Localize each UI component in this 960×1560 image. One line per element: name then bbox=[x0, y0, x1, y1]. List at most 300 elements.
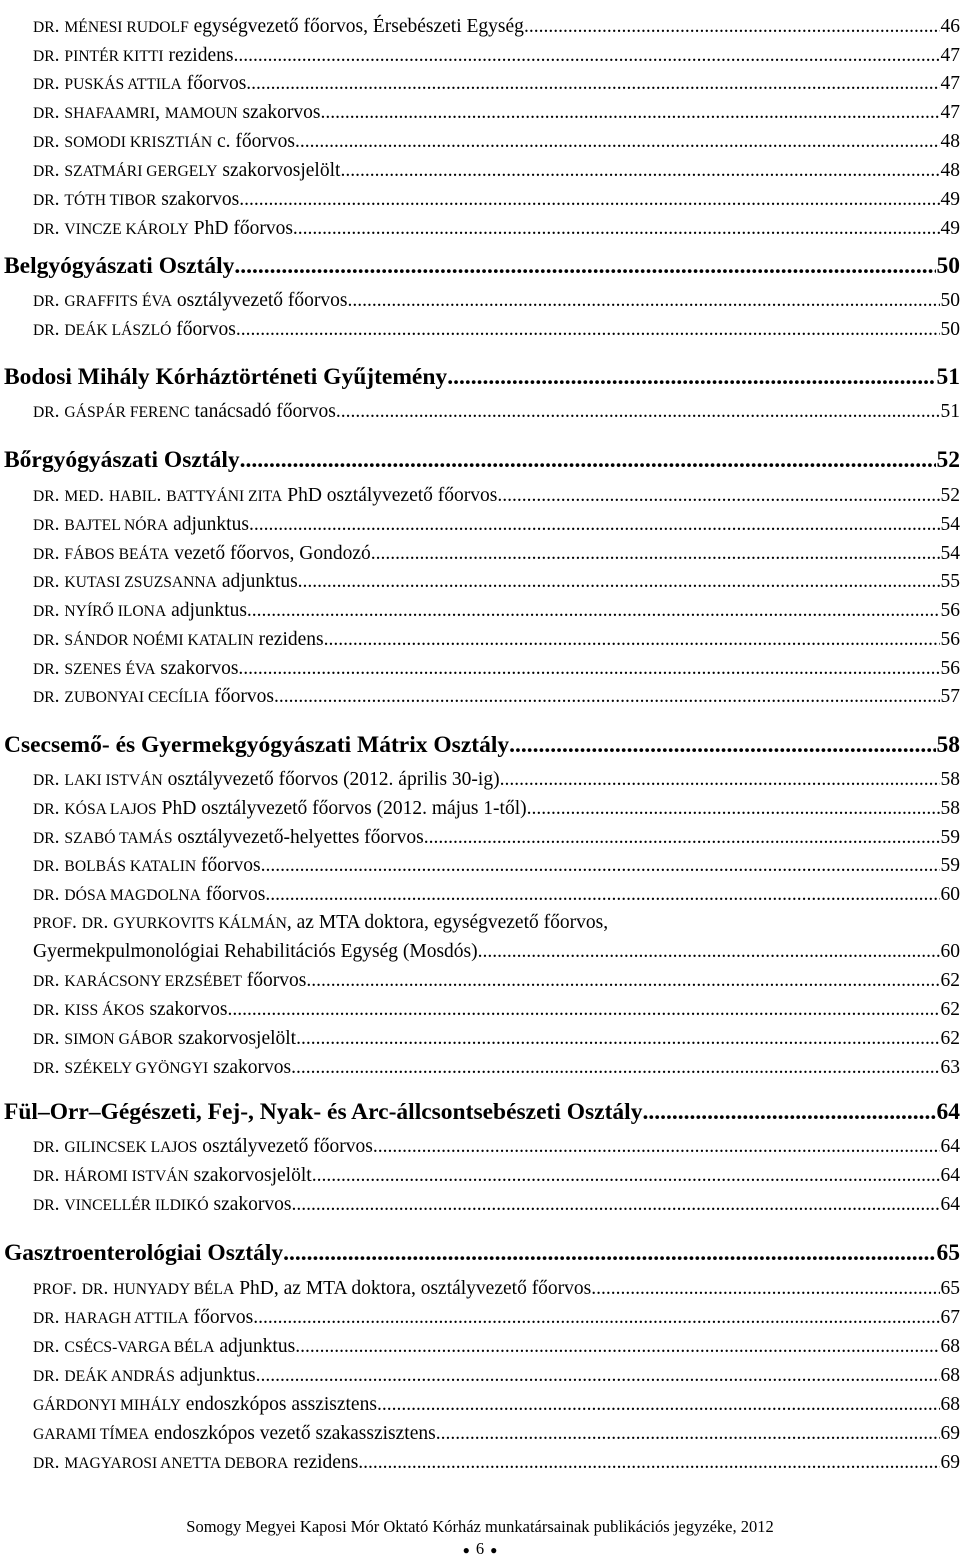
toc-text-run: MAMOUN bbox=[164, 105, 238, 122]
dot-leader bbox=[292, 1194, 940, 1216]
toc-text-run: szakorvos bbox=[237, 102, 321, 123]
dot-leader bbox=[340, 160, 939, 182]
toc-page-number: 58 bbox=[940, 769, 960, 790]
toc-entry[interactable] bbox=[33, 571, 960, 593]
dot-leader bbox=[524, 16, 940, 38]
toc-text-run: Bőrgyógyászati Osztály bbox=[4, 447, 240, 473]
toc-text-run: DR bbox=[33, 887, 55, 904]
toc-text-run: adjunktus bbox=[216, 571, 298, 592]
toc-page-number: 52 bbox=[940, 485, 960, 506]
dot-leader bbox=[256, 1365, 940, 1387]
toc-text-run: DR bbox=[33, 404, 55, 421]
toc-page-number: 60 bbox=[940, 884, 960, 905]
dot-leader bbox=[238, 658, 939, 680]
toc-page-number: 52 bbox=[936, 447, 960, 473]
toc-entry-label bbox=[33, 1278, 591, 1300]
toc-entry[interactable] bbox=[33, 769, 960, 791]
toc-text-run: . bbox=[103, 912, 114, 933]
toc-text-run: rezidens bbox=[253, 629, 324, 650]
toc-text-run: SÁNDOR NOÉMI KATALIN bbox=[64, 632, 254, 649]
toc-page-number: 47 bbox=[940, 73, 960, 94]
toc-page-number: 54 bbox=[940, 514, 960, 535]
toc-entry-label bbox=[33, 1057, 291, 1079]
toc-text-run: . bbox=[54, 401, 65, 422]
toc-text-run: főorvos bbox=[181, 73, 247, 94]
toc-text-run: DR bbox=[33, 163, 55, 180]
toc-entry-label bbox=[33, 102, 321, 124]
toc-page-number: 46 bbox=[940, 16, 960, 37]
dot-leader bbox=[500, 769, 940, 791]
toc-text-run: HUNYADY BÉLA bbox=[113, 1281, 235, 1298]
toc-page-number: 62 bbox=[940, 1028, 960, 1049]
toc-text-run: SZENES ÉVA bbox=[64, 661, 156, 678]
toc-text-run: VINCZE KÁROLY bbox=[64, 221, 189, 238]
toc-text-run: Bodosi Mihály Kórháztörténeti Gyűjtemény bbox=[4, 364, 448, 390]
toc-text-run: DR bbox=[33, 488, 55, 505]
toc-page-number: 58 bbox=[940, 798, 960, 819]
toc-section-heading[interactable] bbox=[4, 1099, 960, 1126]
toc-text-run: DR bbox=[33, 1455, 55, 1472]
toc-entry[interactable] bbox=[33, 884, 960, 906]
toc-page-number: 64 bbox=[940, 1194, 960, 1215]
toc-page-number: 64 bbox=[936, 1099, 960, 1125]
dot-leader bbox=[261, 855, 940, 877]
toc-text-run: . bbox=[54, 999, 65, 1020]
toc-page-number: 64 bbox=[940, 1136, 960, 1157]
toc-text-run: DR bbox=[33, 632, 55, 649]
dot-leader bbox=[424, 827, 940, 849]
toc-page-number: 65 bbox=[936, 1240, 960, 1266]
toc-text-run: DÓSA MAGDOLNA bbox=[64, 887, 201, 904]
toc-entry-label bbox=[33, 658, 238, 680]
toc-entry-label bbox=[33, 912, 608, 934]
toc-entry[interactable] bbox=[33, 1278, 960, 1300]
toc-text-run: KISS ÁKOS bbox=[64, 1002, 145, 1019]
toc-text-run: DR bbox=[33, 192, 55, 209]
toc-text-run: . bbox=[54, 514, 65, 535]
dot-leader bbox=[591, 1278, 939, 1300]
dot-leader bbox=[447, 364, 935, 391]
dot-leader bbox=[373, 1136, 940, 1158]
toc-page-number: 59 bbox=[940, 827, 960, 848]
toc-page-number: 62 bbox=[940, 999, 960, 1020]
dot-leader bbox=[234, 253, 935, 280]
bullet-right-icon: ● bbox=[490, 1542, 498, 1557]
toc-text-run: . bbox=[54, 218, 65, 239]
toc-page-number: 50 bbox=[940, 319, 960, 340]
toc-page-number: 49 bbox=[940, 189, 960, 210]
toc-text-run: szakorvosjelölt bbox=[217, 160, 341, 181]
dot-leader bbox=[239, 189, 939, 211]
toc-entry[interactable] bbox=[33, 1452, 960, 1474]
toc-text-run: DR bbox=[33, 603, 55, 620]
dot-leader bbox=[291, 1057, 939, 1079]
toc-text-run: főorvos bbox=[241, 970, 307, 991]
toc-text-run: . bbox=[54, 1194, 65, 1215]
toc-entry[interactable] bbox=[33, 1307, 960, 1329]
toc-text-run: . bbox=[156, 485, 167, 506]
toc-text-run: DR bbox=[81, 915, 104, 932]
toc-text-run: DR bbox=[33, 105, 55, 122]
toc-text-run: főorvos bbox=[200, 884, 266, 905]
toc-entry-label bbox=[4, 364, 447, 391]
toc-entry-label bbox=[33, 1394, 377, 1416]
toc-text-run: . bbox=[54, 827, 65, 848]
toc-entry-label bbox=[33, 485, 497, 507]
toc-text-run: PhD, az MTA doktora, osztályvezető főorvos bbox=[234, 1278, 592, 1299]
toc-text-run: szakorvos bbox=[208, 1194, 292, 1215]
toc-text-run: osztályvezető-helyettes főorvos bbox=[172, 827, 424, 848]
toc-text-run: PROF bbox=[33, 915, 73, 932]
toc-text-run: adjunktus bbox=[166, 600, 247, 621]
dot-leader bbox=[295, 131, 940, 153]
dot-leader bbox=[296, 1028, 939, 1050]
toc-text-run: tanácsadó főorvos bbox=[189, 401, 336, 422]
toc-text-run: DR bbox=[33, 772, 55, 789]
toc-page-number: 62 bbox=[940, 970, 960, 991]
dot-leader bbox=[233, 45, 939, 67]
toc-text-run: Gyermekpulmonológiai Rehabilitációs Egység (Mosdós) bbox=[33, 941, 478, 962]
toc-page-number: 56 bbox=[940, 629, 960, 650]
toc-text-run: SOMODI KRISZTIÁN bbox=[64, 134, 213, 151]
dot-leader bbox=[509, 732, 935, 759]
toc-text-run: endoszkópos vezető szakasszisztens bbox=[149, 1423, 436, 1444]
toc-entry[interactable] bbox=[33, 1136, 960, 1158]
toc-text-run: . bbox=[54, 73, 65, 94]
toc-entry-label bbox=[4, 1240, 283, 1267]
toc-text-run: DR bbox=[33, 1139, 55, 1156]
toc-entry-label bbox=[33, 571, 298, 593]
toc-entry-label bbox=[33, 514, 249, 536]
toc-text-run: GARAMI TÍMEA bbox=[33, 1426, 150, 1443]
toc-entry[interactable] bbox=[33, 218, 960, 240]
toc-section-heading[interactable] bbox=[4, 447, 960, 474]
dot-leader bbox=[436, 1423, 940, 1445]
toc-entry[interactable] bbox=[33, 160, 960, 182]
dot-leader bbox=[527, 798, 940, 820]
toc-text-run: szakorvos bbox=[144, 999, 228, 1020]
toc-text-run: , az MTA doktora, egységvezető főorvos, bbox=[286, 912, 609, 933]
toc-entry-label bbox=[33, 1136, 373, 1158]
toc-entry[interactable] bbox=[33, 855, 960, 877]
toc-entry[interactable] bbox=[33, 686, 960, 708]
toc-text-run: , bbox=[155, 102, 165, 123]
toc-text-run: SZÉKELY GYÖNGYI bbox=[64, 1060, 209, 1077]
toc-entry[interactable] bbox=[33, 629, 960, 651]
toc-entry-label bbox=[33, 999, 227, 1021]
dot-leader bbox=[478, 941, 940, 963]
toc-text-run: FÁBOS BEÁTA bbox=[64, 546, 170, 563]
toc-entry[interactable] bbox=[33, 319, 960, 341]
toc-entry-label bbox=[33, 798, 527, 820]
toc-text-run: osztályvezető főorvos bbox=[197, 1136, 373, 1157]
toc-text-run: Gasztroenterológiai Osztály bbox=[4, 1240, 284, 1266]
toc-text-run: . bbox=[54, 1165, 65, 1186]
toc-text-run: főorvos bbox=[196, 855, 261, 876]
toc-entry-label bbox=[33, 45, 233, 67]
toc-page-number: 47 bbox=[940, 102, 960, 123]
toc-text-run: PUSKÁS ATTILA bbox=[64, 76, 182, 93]
toc-entry[interactable] bbox=[33, 970, 960, 992]
dot-leader bbox=[298, 571, 940, 593]
toc-text-run: GÁRDONYI MIHÁLY bbox=[33, 1397, 181, 1414]
dot-leader bbox=[321, 102, 940, 124]
toc-entry[interactable] bbox=[33, 1365, 960, 1387]
toc-text-run: Belgyógyászati Osztály bbox=[4, 253, 235, 279]
dot-leader bbox=[249, 514, 940, 536]
toc-text-run: DR bbox=[33, 1031, 55, 1048]
toc-entry-label bbox=[33, 290, 347, 312]
toc-text-run: DEÁK LÁSZLÓ bbox=[64, 322, 172, 339]
toc-text-run: HÁROMI ISTVÁN bbox=[64, 1168, 189, 1185]
toc-entry-label bbox=[33, 1336, 295, 1358]
toc-text-run: főorvos bbox=[188, 1307, 254, 1328]
toc-entry[interactable] bbox=[33, 514, 960, 536]
toc-text-run: c. főorvos bbox=[212, 131, 295, 152]
dot-leader bbox=[358, 1452, 939, 1474]
toc-entry[interactable] bbox=[33, 912, 960, 934]
toc-entry-label bbox=[4, 1099, 642, 1126]
toc-text-run: DR bbox=[33, 801, 55, 818]
toc-text-run: . bbox=[54, 970, 65, 991]
toc-text-run: . bbox=[54, 1028, 65, 1049]
toc-text-run: osztályvezető főorvos bbox=[172, 290, 348, 311]
dot-leader bbox=[253, 1307, 939, 1329]
toc-text-run: GÁSPÁR FERENC bbox=[64, 404, 190, 421]
toc-entry[interactable] bbox=[33, 485, 960, 507]
toc-text-run: rezidens bbox=[163, 45, 234, 66]
toc-page-number: 59 bbox=[940, 855, 960, 876]
dot-leader bbox=[377, 1394, 940, 1416]
page-number: 6 bbox=[475, 1539, 485, 1558]
toc-text-run: . bbox=[54, 571, 65, 592]
toc-text-run: . bbox=[72, 1278, 82, 1299]
dot-leader bbox=[497, 485, 939, 507]
toc-entry[interactable] bbox=[33, 1423, 960, 1445]
toc-entry-label bbox=[33, 1194, 292, 1216]
toc-text-run: HABIL bbox=[108, 488, 157, 505]
toc-section-heading[interactable] bbox=[4, 364, 960, 391]
toc-entry-label bbox=[33, 1307, 253, 1329]
toc-entry[interactable] bbox=[33, 798, 960, 820]
toc-entry-label bbox=[33, 884, 265, 906]
dot-leader bbox=[283, 1240, 935, 1267]
toc-text-run: HARAGH ATTILA bbox=[64, 1310, 189, 1327]
toc-page-number: 48 bbox=[940, 131, 960, 152]
dot-leader bbox=[274, 686, 940, 708]
toc-text-run: . bbox=[54, 1365, 65, 1386]
dot-leader bbox=[247, 600, 940, 622]
toc-entry[interactable] bbox=[33, 827, 960, 849]
toc-text-run: DR bbox=[33, 19, 55, 36]
toc-text-run: egységvezető főorvos, Érsebészeti Egység bbox=[188, 16, 524, 37]
toc-text-run: DR bbox=[33, 1310, 55, 1327]
toc-text-run: DR bbox=[33, 661, 55, 678]
toc-entry[interactable] bbox=[33, 1394, 960, 1416]
toc-page-number: 65 bbox=[940, 1278, 960, 1299]
toc-entry[interactable] bbox=[33, 45, 960, 67]
toc-text-run: DR bbox=[33, 221, 55, 238]
toc-text-run: adjunktus bbox=[174, 1365, 256, 1386]
toc-text-run: osztályvezető főorvos (2012. április 30-ig) bbox=[162, 769, 500, 790]
toc-page-number: 51 bbox=[940, 401, 960, 422]
toc-text-run: . bbox=[54, 485, 65, 506]
dot-leader bbox=[336, 401, 940, 423]
toc-text-run: . bbox=[54, 1336, 65, 1357]
dot-leader bbox=[642, 1099, 935, 1126]
toc-text-run: . bbox=[54, 16, 65, 37]
toc-text-run: DR bbox=[81, 1281, 104, 1298]
toc-text-run: DR bbox=[33, 546, 55, 563]
toc-text-run: adjunktus bbox=[168, 514, 249, 535]
toc-entry[interactable] bbox=[33, 600, 960, 622]
toc-entry[interactable] bbox=[33, 73, 960, 95]
toc-page-number: 49 bbox=[940, 218, 960, 239]
toc-text-run: SHAFAAMRI bbox=[64, 105, 156, 122]
toc-entry-label bbox=[33, 319, 236, 341]
toc-text-run: DR bbox=[33, 517, 55, 534]
toc-entry-label bbox=[33, 189, 239, 211]
toc-text-run: PROF bbox=[33, 1281, 73, 1298]
toc-entry[interactable] bbox=[33, 1194, 960, 1216]
toc-page-number: 69 bbox=[940, 1423, 960, 1444]
toc-text-run: . bbox=[54, 884, 65, 905]
toc-entry-label bbox=[33, 160, 340, 182]
toc-text-run: DR bbox=[33, 1060, 55, 1077]
toc-text-run: . bbox=[54, 686, 65, 707]
dot-leader bbox=[236, 319, 940, 341]
toc-entry-label bbox=[33, 73, 246, 95]
toc-entry[interactable] bbox=[33, 102, 960, 124]
toc-text-run: szakorvos bbox=[208, 1057, 292, 1078]
toc-entry-label bbox=[33, 16, 524, 38]
toc-text-run: MÉNESI RUDOLF bbox=[64, 19, 189, 36]
dot-leader bbox=[227, 999, 939, 1021]
toc-text-run: GILINCSEK LAJOS bbox=[64, 1139, 198, 1156]
toc-entry-label bbox=[33, 629, 324, 651]
toc-text-run: endoszkópos asszisztens bbox=[180, 1394, 377, 1415]
toc-text-run: . bbox=[54, 160, 65, 181]
toc-text-run: KARÁCSONY ERZSÉBET bbox=[64, 973, 242, 990]
toc-entry[interactable] bbox=[33, 543, 960, 565]
dot-leader bbox=[293, 218, 940, 240]
toc-page-number: 50 bbox=[936, 253, 960, 279]
toc-entry[interactable] bbox=[33, 658, 960, 680]
toc-entry-label bbox=[4, 732, 509, 759]
toc-entry[interactable] bbox=[33, 941, 960, 963]
toc-text-run: SZABÓ TAMÁS bbox=[64, 830, 173, 847]
toc-text-run: Csecsemő- és Gyermekgyógyászati Mátrix Osztály bbox=[4, 732, 510, 758]
toc-entry[interactable] bbox=[33, 1057, 960, 1079]
toc-entry-label bbox=[33, 600, 247, 622]
toc-text-run: DR bbox=[33, 293, 55, 310]
toc-entry[interactable] bbox=[33, 290, 960, 312]
dot-leader bbox=[240, 447, 936, 474]
toc-text-run: . bbox=[54, 1452, 65, 1473]
toc-page-number: 51 bbox=[936, 364, 960, 390]
dot-leader bbox=[312, 1165, 940, 1187]
toc-entry-label bbox=[33, 1452, 358, 1474]
page-footer: Somogy Megyei Kaposi Mór Oktató Kórház munkatársainak publikációs jegyzéke, 2012 bbox=[186, 1517, 774, 1536]
toc-text-run: rezidens bbox=[288, 1452, 359, 1473]
toc-text-run: főorvos bbox=[171, 319, 236, 340]
bullet-left-icon: ● bbox=[462, 1542, 470, 1557]
toc-text-run: DR bbox=[33, 76, 55, 93]
toc-page-number: 57 bbox=[940, 686, 960, 707]
toc-text-run: BATTYÁNI ZITA bbox=[166, 488, 283, 505]
toc-entry-label bbox=[33, 827, 424, 849]
toc-entry[interactable] bbox=[33, 189, 960, 211]
dot-leader bbox=[295, 1336, 939, 1358]
toc-page-number: 68 bbox=[940, 1365, 960, 1386]
dot-leader bbox=[246, 73, 939, 95]
toc-page-number: 50 bbox=[940, 290, 960, 311]
toc-text-run: . bbox=[54, 543, 65, 564]
toc-section-heading[interactable] bbox=[4, 1240, 960, 1267]
dot-leader bbox=[371, 543, 940, 565]
toc-text-run: szakorvos bbox=[156, 189, 240, 210]
toc-text-run: DR bbox=[33, 48, 55, 65]
toc-page-number: 58 bbox=[936, 732, 960, 758]
toc-text-run: DR bbox=[33, 1197, 55, 1214]
dot-leader bbox=[306, 970, 939, 992]
toc-text-run: DEÁK ANDRÁS bbox=[64, 1368, 175, 1385]
toc-entry-label bbox=[33, 769, 500, 791]
toc-text-run: ZUBONYAI CECÍLIA bbox=[64, 689, 210, 706]
toc-text-run: szakorvosjelölt bbox=[173, 1028, 297, 1049]
toc-text-run: DR bbox=[33, 973, 55, 990]
toc-text-run: . bbox=[54, 1136, 65, 1157]
toc-text-run: MED bbox=[64, 488, 100, 505]
toc-text-run: . bbox=[54, 189, 65, 210]
toc-text-run: . bbox=[54, 629, 65, 650]
toc-entry[interactable] bbox=[33, 999, 960, 1021]
toc-text-run: . bbox=[54, 45, 65, 66]
toc-text-run: CSÉCS-VARGA BÉLA bbox=[64, 1339, 215, 1356]
toc-entry[interactable] bbox=[33, 131, 960, 153]
toc-text-run: . bbox=[54, 798, 65, 819]
toc-page-number: 54 bbox=[940, 543, 960, 564]
toc-section-heading[interactable] bbox=[4, 253, 960, 280]
toc-text-run: SZATMÁRI GERGELY bbox=[64, 163, 218, 180]
toc-entry[interactable] bbox=[33, 1336, 960, 1358]
toc-text-run: SIMON GÁBOR bbox=[64, 1031, 174, 1048]
toc-entry[interactable] bbox=[33, 1028, 960, 1050]
toc-text-run: LAKI ISTVÁN bbox=[64, 772, 163, 789]
toc-page-number: 63 bbox=[940, 1057, 960, 1078]
toc-text-run: DR bbox=[33, 858, 55, 875]
toc-text-run: . bbox=[54, 1307, 65, 1328]
toc-text-run: TÓTH TIBOR bbox=[64, 192, 157, 209]
toc-page-number: 68 bbox=[940, 1336, 960, 1357]
toc-text-run: PINTÉR KITTI bbox=[64, 48, 164, 65]
toc-entry[interactable] bbox=[33, 16, 960, 38]
toc-section-heading[interactable] bbox=[4, 732, 960, 759]
toc-entry-label bbox=[33, 401, 336, 423]
toc-text-run: DR bbox=[33, 1368, 55, 1385]
toc-text-run: . bbox=[54, 600, 65, 621]
toc-entry[interactable] bbox=[33, 1165, 960, 1187]
toc-text-run: GYURKOVITS KÁLMÁN bbox=[113, 915, 287, 932]
toc-text-run: adjunktus bbox=[214, 1336, 296, 1357]
toc-entry-label bbox=[33, 941, 478, 963]
toc-entry[interactable] bbox=[33, 401, 960, 423]
toc-page-number: 55 bbox=[940, 571, 960, 592]
toc-entry-label bbox=[33, 131, 295, 153]
toc-page-number: 56 bbox=[940, 658, 960, 679]
toc-entry-label bbox=[33, 1423, 436, 1445]
toc-entry-label bbox=[33, 970, 306, 992]
